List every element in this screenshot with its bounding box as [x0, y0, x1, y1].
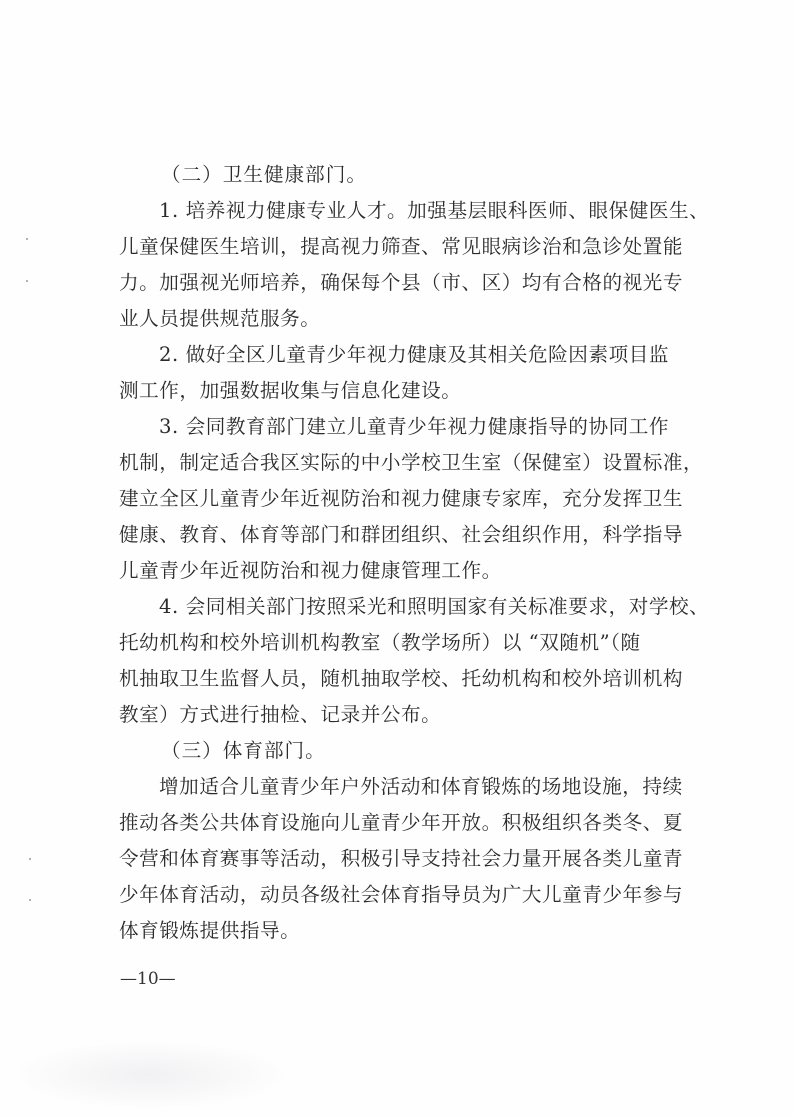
paragraph-line: 4. 会同相关部门按照采光和照明国家有关标准要求，对学校、: [159, 595, 710, 618]
paragraph-line: 托幼机构和校外培训机构教室（教学场所）以 “双随机”（随: [119, 631, 641, 654]
paragraph-line: 机制，制定适合我区实际的中小学校卫生室（保健室）设置标准，: [119, 451, 704, 474]
binding-hole-mark: [26, 280, 28, 282]
paragraph-line: 力。加强视光师培养，确保每个县（市、区）均有合格的视光专: [119, 271, 684, 294]
paragraph-line: 3. 会同教育部门建立儿童青少年视力健康指导的协同工作: [159, 415, 670, 438]
binding-hole-mark: [29, 858, 31, 860]
page-number: —10—: [120, 969, 176, 989]
binding-hole-mark: [29, 899, 31, 901]
paragraph-line: 令营和体育赛事等活动，积极引导支持社会力量开展各类儿童青: [119, 847, 684, 870]
paragraph-line: 儿童青少年近视防治和视力健康管理工作。: [119, 559, 502, 582]
paragraph-line: 教室）方式进行抽检、记录并公布。: [119, 703, 442, 726]
paragraph-line: 健康、教育、体育等部门和群团组织、社会组织作用，科学指导: [119, 523, 684, 546]
paragraph-line: 2. 做好全区儿童青少年视力健康及其相关危险因素项目监: [159, 343, 670, 366]
paragraph-line: 建立全区儿童青少年近视防治和视力健康专家库，充分发挥卫生: [119, 487, 684, 510]
section-heading-health: （二）卫生健康部门。: [161, 163, 367, 186]
paragraph-line: 增加适合儿童青少年户外活动和体育锻炼的场地设施，持续: [159, 775, 683, 798]
binding-hole-mark: [26, 238, 28, 240]
document-body: [119, 157, 710, 949]
paragraph-line: 少年体育活动，动员各级社会体育指导员为广大儿童青少年参与: [119, 883, 684, 906]
paragraph-line: 1. 培养视力健康专业人才。加强基层眼科医师、眼保健医生、: [159, 199, 710, 222]
paragraph-line: 机抽取卫生监督人员，随机抽取学校、托幼机构和校外培训机构: [119, 667, 684, 690]
paragraph-line: 推动各类公共体育设施向儿童青少年开放。积极组织各类冬、夏: [119, 811, 684, 834]
paragraph-line: 业人员提供规范服务。: [119, 307, 321, 330]
paragraph-line: 体育锻炼提供指导。: [119, 919, 301, 942]
scan-artifact: [10, 1040, 290, 1110]
paragraph-line: 测工作，加强数据收集与信息化建设。: [119, 379, 462, 402]
paragraph-line: 儿童保健医生培训，提高视力筛查、常见眼病诊治和急诊处置能: [119, 235, 684, 258]
section-heading-sports: （三）体育部门。: [161, 739, 326, 762]
